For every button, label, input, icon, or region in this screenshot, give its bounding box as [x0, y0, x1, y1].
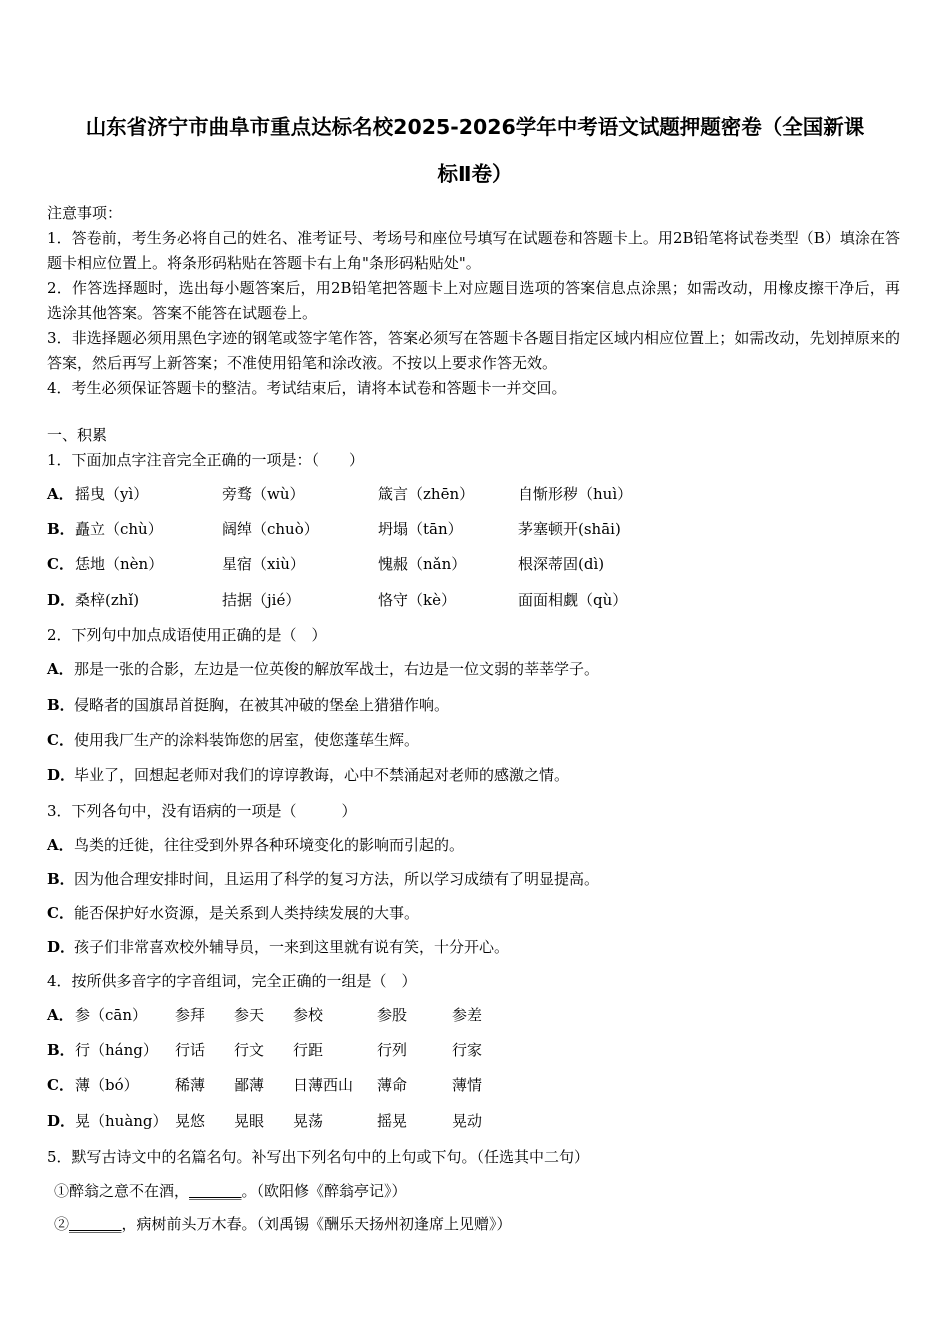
option-item: 茅塞顿开(shāi) [518, 520, 621, 538]
option-item: 摇曳（yì） [75, 485, 149, 503]
notes [47, 201, 900, 401]
option-item: 摇晃 [377, 1112, 408, 1130]
option-item: 矗立（chù） [75, 520, 163, 538]
option-label: C． [47, 1076, 74, 1094]
option-item: 行家 [452, 1041, 483, 1059]
option-item: 参差 [452, 1006, 483, 1024]
q5-line-text: ①醉翁之意不在酒， [54, 1182, 190, 1200]
option-label: D． [47, 591, 76, 609]
option-label: D． [47, 1112, 76, 1130]
option-item: 鄙薄 [234, 1076, 265, 1094]
option-label: A． [47, 1006, 74, 1024]
q4-stem: 4．按所供多音字的字音组词，完全正确的一组是（ ） [47, 972, 417, 990]
option-item: 箴言（zhēn） [378, 485, 475, 503]
option-item: 星宿（xiù） [222, 555, 305, 573]
q5-stem: 5．默写古诗文中的名篇名句。补写出下列名句中的上句或下句。（任选其中二句） [47, 1148, 590, 1166]
q5-line-1 [54, 1181, 407, 1201]
q5-line-2 [54, 1214, 512, 1234]
option-text: 那是一张的合影，左边是一位英俊的解放军战士，右边是一位文弱的莘莘学子。 [74, 660, 600, 678]
option-item: 拮据（jié） [222, 591, 301, 609]
option-item: 晃悠 [175, 1112, 206, 1130]
option-label: C． [47, 731, 74, 749]
option-item: 行（háng） [75, 1041, 158, 1059]
option-item: 晃（huàng） [75, 1112, 168, 1130]
note-item: 3．非选择题必须用黑色字迹的钢笔或签字笔作答，答案必须写在答题卡各题目指定区域内相应位置上；如需改动，先划掉原来的答案，然后再写上新答案；不准使用铅笔和涂改液。不按以上要求作答无效。 [47, 329, 900, 372]
option-item: 薄（bó） [75, 1076, 139, 1094]
note-item: 1．答卷前，考生务必将自己的姓名、准考证号、考场号和座位号填写在试题卷和答题卡上。用2B铅笔将试卷类型（B）填涂在答题卡相应位置上。将条形码粘贴在答题卡右上角"条形码粘贴处"。 [47, 229, 900, 272]
option-label: A． [47, 485, 74, 503]
option-item: 坍塌（tān） [378, 520, 463, 538]
option-item: 愧赧（nǎn） [378, 555, 467, 573]
option-label: B． [47, 696, 75, 714]
q5-line-text: 。（欧阳修《醉翁亭记》） [241, 1182, 407, 1200]
title-line-1: 山东省济宁市曲阜市重点达标名校2025-2026学年中考语文试题押题密卷（全国新课 [85, 115, 865, 139]
option-item: 参拜 [175, 1006, 206, 1024]
answer-blank[interactable]: _______ [189, 1182, 242, 1200]
answer-blank[interactable]: _______ [69, 1215, 122, 1233]
option-label: A． [47, 836, 74, 854]
q5-line-text: ，病树前头万木春。（刘禹锡《酬乐天扬州初逢席上见赠》） [121, 1215, 512, 1233]
option-label: C． [47, 555, 74, 573]
option-label: B． [47, 1041, 75, 1059]
title-line-2: 标Ⅱ卷） [437, 162, 513, 186]
option-item: 晃眼 [234, 1112, 265, 1130]
option-item: 行文 [234, 1041, 265, 1059]
option-label: D． [47, 938, 76, 956]
section-heading: 一、积累 [47, 426, 108, 444]
note-item: 4．考生必须保证答题卡的整洁。考试结束后，请将本试卷和答题卡一并交回。 [47, 379, 567, 397]
option-text: 孩子们非常喜欢校外辅导员，一来到这里就有说有笑，十分开心。 [74, 938, 510, 956]
option-item: 薄情 [452, 1076, 483, 1094]
option-label: A． [47, 660, 74, 678]
q5-line-text: ② [54, 1215, 70, 1233]
option-text: 使用我厂生产的涂料装饰您的居室，使您蓬荜生辉。 [74, 731, 420, 749]
option-item: 自惭形秽（huì） [518, 485, 633, 503]
option-item: 薄命 [377, 1076, 408, 1094]
option-item: 晃动 [452, 1112, 483, 1130]
option-text: 能否保护好水资源，是关系到人类持续发展的大事。 [74, 904, 420, 922]
option-item: 桑梓(zhǐ) [75, 591, 140, 609]
option-item: 行话 [175, 1041, 206, 1059]
option-item: 参校 [293, 1006, 324, 1024]
option-label: B． [47, 520, 75, 538]
q1-stem: 1．下面加点字注音完全正确的一项是：（ ） [47, 451, 365, 469]
q3-stem: 3．下列各句中，没有语病的一项是（ ） [47, 802, 357, 820]
option-item: 行列 [377, 1041, 408, 1059]
option-item: 恁地（nèn） [75, 555, 164, 573]
option-item: 旁骛（wù） [222, 485, 305, 503]
page-title [40, 104, 910, 198]
option-item: 面面相觑（qù） [518, 591, 628, 609]
option-item: 行距 [293, 1041, 324, 1059]
option-item: 阔绰（chuò） [222, 520, 319, 538]
note-item: 2．作答选择题时，选出每小题答案后，用2B铅笔把答题卡上对应题目选项的答案信息点涂黑；如需改动，用橡皮擦干净后，再选涂其他答案。答案不能答在试题卷上。 [47, 279, 900, 322]
option-item: 恪守（kè） [378, 591, 456, 609]
option-label: B． [47, 870, 75, 888]
option-text: 因为他合理安排时间，且运用了科学的复习方法，所以学习成绩有了明显提高。 [74, 870, 600, 888]
option-text: 鸟类的迁徙，往往受到外界各种环境变化的影响而引起的。 [74, 836, 465, 854]
option-item: 参天 [234, 1006, 265, 1024]
option-text: 侵略者的国旗昂首挺胸，在被其冲破的堡垒上猎猎作响。 [74, 696, 450, 714]
notes-heading: 注意事项： [47, 204, 123, 222]
option-text: 毕业了，回想起老师对我们的谆谆教诲，心中不禁涌起对老师的感激之情。 [74, 766, 570, 784]
option-item: 参（cān） [75, 1006, 148, 1024]
option-label: C． [47, 904, 74, 922]
option-label: D． [47, 766, 76, 784]
option-item: 稀薄 [175, 1076, 206, 1094]
option-item: 日薄西山 [293, 1076, 354, 1094]
q2-stem: 2．下列句中加点成语使用正确的是（ ） [47, 626, 327, 644]
option-item: 晃荡 [293, 1112, 324, 1130]
option-item: 参股 [377, 1006, 408, 1024]
option-item: 根深蒂固(dì) [518, 555, 605, 573]
